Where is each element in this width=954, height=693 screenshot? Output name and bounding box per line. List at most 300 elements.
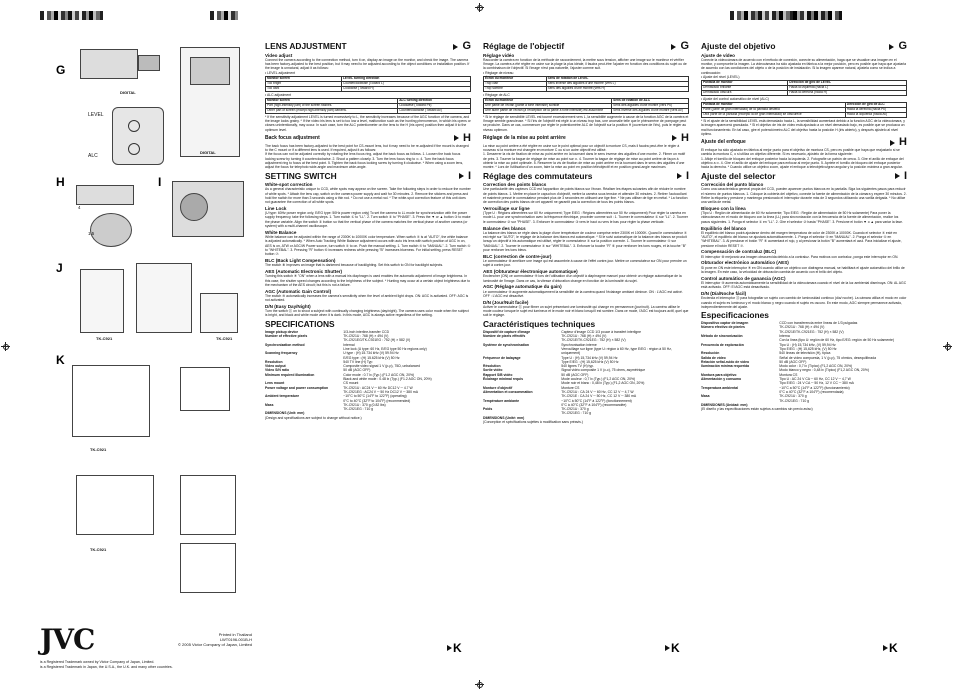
spec-value: 540 lignes TV (H) typ. bbox=[561, 364, 594, 369]
spec-value: TK-C921E/TK-C921EG : 752 (H) × 582 (V) bbox=[561, 338, 626, 343]
spec-label: Ambient temperature bbox=[265, 394, 300, 399]
callout-15: 1.5 bbox=[88, 231, 95, 236]
dimension-side-drawing bbox=[72, 365, 150, 437]
lens-ring-illustration bbox=[90, 213, 132, 247]
spec-label: Fréquence de balayage bbox=[483, 355, 521, 360]
es-lens-heading bbox=[701, 42, 907, 51]
en-lens-heading bbox=[265, 42, 471, 51]
es-dn-text: Encienda el interruptor ⑪ para fotografiar un sujeto con cambio de luminosidad continuo (día/ noche). La cámara utiliza el modo en color cuando el sujeto es luminoso y el modo blanco y negro cuando el sujeto es oscuro. En este modo, AGC siempre permanece activado, independientemente del ajuste. bbox=[701, 296, 907, 309]
fr-back-heading bbox=[483, 131, 689, 144]
en-back-steps: If the focus can not be adjusted correctly by rotating the lens focus ring, adjust the back focus as follows. 1. Loosen the back focus locking screw by turning it counterclockwise. 2. Shoot a pattern closely. 3. Turn the lens focus ring to ∞. 4. Turn the back focus adjustment ring to focus at the best point. 5. Tighten the back focus locking screw by turning it clockwise. * When using a zoom lens, adjust the focus for telephoto wide-angle and maximum wide-angle. bbox=[265, 152, 464, 170]
en-specs-table bbox=[265, 330, 471, 416]
en-aes-heading: AES (Automatic Electronic Shutter) bbox=[265, 269, 343, 275]
table-cell: Hacia la derecha (hacia H) bbox=[788, 91, 907, 96]
spec-label: Lens mount bbox=[265, 381, 285, 386]
es-back-text: El enfoque ha sido ajustado en fábrica al mejor punto para el objetivo de montura CS, pero es posible que haya que reajustarlo si se cambia la montura C, o si utiliza un objetivo diferente. Si es necesario, ajústelo de la forma siguiente: bbox=[701, 148, 900, 157]
en-dn-heading: D/N (Easy Day/Night) bbox=[265, 303, 311, 309]
dimension-back-drawing bbox=[180, 475, 236, 535]
digital-label-2: DIGITAL bbox=[200, 150, 216, 155]
model-label-2: TK-C921 bbox=[216, 336, 233, 341]
es-back-heading bbox=[701, 138, 907, 147]
fr-specs-note: (Conception et spécifications sujettes à modification sans préavis.) bbox=[483, 419, 583, 424]
table-cell: Dirección de giro de LEVEL bbox=[788, 81, 907, 86]
es-agc-text: El interruptor ⑩ aumenta automáticamente la sensibilidad de la videocámara cuando el nivel de la luz ambiental disminuya. ON: AL AGC está activado. OFF: El AGC está desactivado. bbox=[701, 280, 907, 290]
diagram-panel bbox=[40, 35, 252, 675]
table-cell: Part (high-intensity part) of the screen flashes. bbox=[266, 103, 398, 108]
spec-value: TK-C921U : CA 24 V ─ 60 Hz, CC 12 V ─ 4,7 W bbox=[561, 389, 634, 394]
spec-value: U type : (H) 15.734 kHz (V) 59.94 Hz bbox=[343, 351, 399, 356]
en-level-table bbox=[265, 76, 471, 92]
color-bar-left-2 bbox=[210, 11, 238, 20]
en-whitebalance-text: White balance can be adjusted within the range of 2300K to 10000K color temperature. When switch ④ is at "AUTO", the white balance is adjusted automatically. * When Auto Tracking White Balance adjustment occurs with auto iris lens with switch position of AGC in on, AES is on, ATW or AGC/W Power source, turn switch ⑤ to on. Push the manual setting. 1. Turn switch ④ to "MANUAL". 2. Turn switch ⑤ to "WHITEBAL". 3. Pressing "R" button ⑥ increases redness while pressing "B" increases blueness. For initial setting, press RESET button ⑦. bbox=[265, 235, 471, 257]
fr-back-title: Réglage de la mise au point arrière bbox=[483, 134, 566, 141]
fr-lens-title: Réglage de l'objectif bbox=[483, 41, 565, 51]
table-cell: ALC turning direction bbox=[398, 98, 471, 103]
table-cell: Parte (parte de gran intensidad) de la pantalla destella bbox=[702, 108, 846, 113]
spec-value: Tipo U : (H) 15,734 kHz, (V) 59,94 Hz bbox=[779, 342, 836, 347]
spec-label: Video S/N ratio bbox=[265, 368, 290, 373]
spec-label: Video output bbox=[265, 364, 286, 369]
es-back-title: Ajuste del enfoque bbox=[701, 139, 746, 146]
spec-value: TK-C921U : AC24 V ─ 60 Hz DC12 V ─ 4.7 W bbox=[343, 385, 413, 390]
registration-mark-bottom bbox=[475, 680, 484, 689]
table-cell: Clockwise (Toward H) bbox=[341, 86, 470, 91]
en-video-text: Connect the camera according to the connection method, turn it on, display an image on the monitor, and check the image. The camera has been factory-adjusted to the best position, but it may need to be adjusted according to the object conditions or installation position. If the image is unnatural, adjust it as follows: bbox=[265, 57, 470, 71]
es-agc-heading: Control automático de ganancia (AGC) bbox=[701, 275, 786, 281]
arrow-icon bbox=[890, 140, 895, 146]
spec-value: Verrouillage sur ligne (type U: région à 60 Hz, type E/EG : région à 50 Hz, uniquement) bbox=[561, 346, 672, 356]
level-label: LEVEL bbox=[88, 112, 104, 118]
spec-value: CS mount bbox=[343, 381, 359, 386]
fr-video-text: Raccorder la caméra en fonction de la méthode de raccordement, la mettre sous tension, afficher une image sur le moniteur et vérifier l'image. La caméra a été réglée en usine sur la plage la plus idéale, il faudra peut-être l'ajuster en fonction des conditions du sujet ou de la combinaison de l'objectif. Si l'image n'est pas naturelle, l'ajuster comme suit. bbox=[483, 57, 687, 71]
spec-value: Synchronisation interne bbox=[561, 342, 597, 347]
spec-value: TK-C921U : 768 (H) × 494 (V) bbox=[343, 334, 389, 339]
spec-value: Montura CS bbox=[779, 372, 798, 377]
table-cell: Sens des aiguilles d'une montre (vers H) bbox=[546, 86, 688, 91]
spec-value: TK-C921U : 768 (H) × 494 (V) bbox=[561, 334, 607, 339]
table-cell: Demasiado brillante bbox=[702, 86, 788, 91]
en-whitespot-text: As a general characteristic unique to CCD, white spots may appear on the screen. Take the following steps in order to reduce the number of white spots. * Attach the lens cap, switch on the camera power supply and wait for 30 minutes. 2. Remove the stickers and press and hold the switch for more than 3 seconds using a thin rod. * Do not use a metal rod. * The white-spot correction feature of this unit does not guarantee the correction of all white spots. bbox=[265, 187, 471, 205]
spec-label: Résolution bbox=[483, 364, 501, 369]
table-cell: Sens des aiguilles d'une montre (vers Pk) bbox=[612, 103, 689, 108]
spec-label: Synchronization method bbox=[265, 342, 305, 347]
spec-value: Mode couleur : 0,7 lx (Typ.) (F1,2 AGC ON, 20%) bbox=[561, 377, 636, 382]
es-whitebalance-heading: Equilibrio del blanco bbox=[701, 225, 747, 231]
spec-label: Resolución bbox=[701, 351, 720, 356]
fr-page-ref-i: I bbox=[685, 169, 689, 182]
spec-value: Color mode : 0.7 lx (Typ.) (F1.2 AGC ON, 20%) bbox=[343, 372, 415, 377]
table-cell: Trop sombre bbox=[484, 86, 547, 91]
en-whitespot-heading: White-spot correction bbox=[265, 182, 313, 188]
spec-value: Señal de vídeo compuesta, 1 V (p-p), 75 ohmios, desequilibrada bbox=[779, 355, 876, 360]
table-cell: Otra parte de la pantalla (excepto la de gran intensidad) se obscurece bbox=[702, 113, 846, 118]
color-bar-left bbox=[40, 11, 103, 20]
es-page-ref-g: G bbox=[898, 40, 907, 52]
spec-label: Dispositivo captor de imagen bbox=[701, 321, 749, 326]
fr-level-table bbox=[483, 76, 689, 92]
spec-value: 0°C to 40°C (32°F to 104°F) (recommended) bbox=[343, 398, 411, 403]
spec-value: Internal bbox=[343, 342, 355, 347]
spec-value: Capteur d'image CCD 1/3 pouce à transfert interligne bbox=[561, 329, 642, 334]
spec-value: TK-C921E/TK-C921EG : 752 (H) × 582 (V) bbox=[779, 329, 844, 334]
spec-value: −10°C to 50°C (14°F to 122°F) (operating) bbox=[343, 394, 407, 399]
spec-label: Frecuencia de exploración bbox=[701, 342, 744, 347]
spec-value: Mode noir et blanc : 0,48 lx (Typ.) (F1,2 AGC ON, 20%) bbox=[561, 381, 645, 386]
arrow-icon bbox=[672, 135, 677, 141]
arrow-icon bbox=[671, 44, 676, 50]
part-code: LWT0196-001B-H bbox=[220, 637, 252, 642]
camera-body-illustration bbox=[190, 57, 230, 85]
fr-page-ref-g: G bbox=[680, 40, 689, 52]
en-whitebalance-heading: White Balance bbox=[265, 229, 297, 235]
spec-label: Température ambiante bbox=[483, 398, 520, 403]
spec-label: Image pickup device bbox=[265, 329, 299, 334]
fr-dn-text: Activer le commutateur ⑪ pour filmer un sujet présentant une luminosité qui change en permanence (jour/nuit). La caméra utilise le mode couleur lorsque le sujet est lumineux et le mode noir et blanc lorsqu'il est sombre. Dans ce mode, l'AGC est toujours actif, quel que soit le réglage. bbox=[483, 304, 689, 318]
spec-label: DIMENSIONS (Unit: mm) bbox=[265, 411, 305, 416]
spec-label: Système de synchronisation bbox=[483, 342, 529, 347]
table-cell: Trop clair bbox=[484, 81, 547, 86]
fr-whitebalance-text: La balance des blancs se règle dans la plage d'une température de couleur comprise entre 2300K et 10000K. Quand le commutateur ④ est réglé sur "AUTO", le réglage de la balance des blancs est automatique. * Si le suivi automatique de la balance des blancs se produit lorsqu'un objectif à iris automatique est utilisé, régler le commutateur ⑤ sur la position correcte. 1. Tourner le commutateur ④ sur "MANUAL". 2. Tourner le commutateur ⑤ sur "WHITEBAL". 3. Enfoncer la touche "R" ⑥ pour renforcer les tons rouges, et la touche "B" pour renforcer les tons bleus. bbox=[483, 230, 687, 252]
fr-notes: * Si le réglage de sensibilité LEVEL est tourné excessivement vers L, la sensibilité augmente à cause de la fonction AGC de la caméra et l'image semble granuleuse. * Si l'iris de l'objectif est réglé à un niveau trop bas, une anomalie telle que le phénomène de pompage peut se produire. Dans ce cas, commencer par régler le potentiomètre ALC de l'objectif sur la position H (ouverture de l'iris), puis le régler au niveau optimum. bbox=[483, 114, 689, 132]
en-blc-text: The switch ⑧ improves an image that is darkened because of backlighting. Set this switch to ON for backlight subjects. bbox=[265, 263, 444, 268]
spec-label: Iluminación mínima requerida bbox=[701, 364, 750, 369]
es-aes-heading: Obturador electrónico automático (AES) bbox=[701, 260, 789, 266]
color-bar-right bbox=[730, 11, 842, 20]
spec-value: 540 líneas de televisión (H), típica bbox=[779, 351, 831, 356]
spec-value: Tipo E/EG : 24 V CA ─ 50 Hz, 12 V CC ─ 380 mA bbox=[779, 381, 854, 386]
es-setting-title: Ajuste del selector bbox=[701, 170, 776, 181]
fr-lens-heading bbox=[483, 42, 689, 51]
fr-specs-title: Caractéristiques techniques bbox=[483, 318, 596, 329]
es-level-table bbox=[701, 80, 907, 96]
es-dn-heading: D/N (Día/Noche fácil) bbox=[701, 291, 747, 297]
es-whitespot-text: Como una característica general propia del CCD, pueden aparecer puntos blancos en la pantalla. Siga los siguientes pasos para reducir el número de puntos blancos. 1. Coloque la cubierta del objetivo, conecte la fuente de alimentación de la cámara y espere 30 minutos. 2. Retire la etiqueta y presione y mantenga presionado el interruptor durante más de 3 segundos utilizando una varilla delgada. * No utilice una varilla de metal. bbox=[701, 187, 907, 205]
spec-value: TK-C921U : 370 g bbox=[561, 407, 589, 412]
spec-value: TK-C921U : 370 g bbox=[779, 394, 807, 399]
es-alc-label: • Ajuste del control automático de nivel (ALC) bbox=[701, 96, 769, 101]
model-label-4: TK-C921 bbox=[90, 547, 107, 552]
fr-page-ref-h: H bbox=[681, 131, 689, 144]
spec-value: Signal vidéo composite 1 V (c-c), 75 ohms, asymétrique bbox=[561, 368, 646, 373]
es-blc-heading: Compensación de contraluz (BLC) bbox=[701, 249, 777, 255]
es-specs-table bbox=[701, 321, 907, 407]
column-spanish bbox=[701, 40, 907, 675]
fr-alc-label: • Réglage de ALC bbox=[483, 92, 510, 97]
table-cell: Une autre partie de l'écran (à l'exception de la partie à forte intensité) est assombrie bbox=[484, 108, 612, 113]
dimension-front-drawing bbox=[180, 367, 230, 411]
en-setting-heading bbox=[265, 169, 471, 182]
table-cell: Sens de rotation de LEVEL bbox=[546, 76, 688, 81]
spec-value: 0°C à 40°C (32°F à 104°F) (recommandée) bbox=[561, 402, 627, 407]
table-cell: Clockwise (Toward Pk) bbox=[398, 103, 471, 108]
digital-label: DIGITAL bbox=[120, 90, 136, 95]
callout-4: 4 bbox=[78, 205, 81, 210]
en-alc-table bbox=[265, 98, 471, 114]
table-cell: Counterclockwise (Toward Av) bbox=[398, 108, 471, 113]
es-page-ref-h: H bbox=[899, 136, 907, 149]
model-label-3: TK-C921 bbox=[90, 447, 107, 452]
spec-value: 50 dB (AGC OFF) bbox=[343, 368, 371, 373]
es-linelock-text: (Tipo U : Región de alimentación de 60 Hz solamente; Tipo E/EG : Región de alimentación de 50 Hz solamente) Para poner la videocámara en el modo de bloqueo con la línea (LL) para sincronización con la frecuencia de la fuente de alimentación, realice los pasos siguientes. 1. Ponga el selector ① en "LL". 2. Gire el selector ② hasta "PHASE". 3. Presione el botón ▼ o ▲ para variar la fase. bbox=[701, 211, 903, 224]
en-linelock-heading: Line Lock bbox=[265, 205, 287, 211]
trademark-line-2: is a Registered Trademark in Japan, the U.S.A., the U.K. and many other countries. bbox=[40, 664, 173, 669]
spec-label: Scanning frequency bbox=[265, 351, 298, 356]
arrow-icon bbox=[677, 173, 682, 179]
spec-value: Composite video signal 1 V (p-p), 75Ω, unbalanced bbox=[343, 364, 421, 369]
es-linelock-heading: Bloqueo con la línea bbox=[701, 205, 746, 211]
es-page-ref-i: I bbox=[903, 169, 907, 182]
spec-label: Alimentación y consumo bbox=[701, 377, 742, 382]
table-cell: Pantalla de monitor bbox=[702, 81, 788, 86]
registration-mark-left bbox=[1, 342, 10, 351]
en-video-adjust-heading: Video adjust bbox=[265, 52, 293, 58]
table-cell: Too bright bbox=[266, 81, 342, 86]
spec-value: CCD con transferencia entre líneas de 1/3 pulgadas bbox=[779, 321, 858, 326]
page-letter-h: H bbox=[56, 175, 65, 189]
spec-value: TK-C921EG : AC24 V ─ 50 Hz DC12 V ─ 380 mA bbox=[343, 389, 418, 394]
spec-value: 1/3-inch interline-transfer CCD bbox=[343, 329, 390, 334]
fr-blc-text: Le commutateur ⑧ améliore une image qui est assombrie à cause de l'effet contre-jour. Mettre ce commutateur sur ON pour prendre un sujet à contre-jour. bbox=[483, 258, 687, 268]
spec-value: TK-C921EG : 710 g bbox=[779, 398, 810, 403]
es-specs-title: Especificaciones bbox=[701, 310, 769, 321]
en-notes: * If the sensitivity adjustment LEVEL is turned excessively to L, the sensitivity increases because of the AGC function of the camera, and the image looks grainy. * If the video iris lens is set to too low a level, malfunction such as the hunting phenomenon, in which iris opens or closes unintentionally, may occur. In such case, turn the ALC potentiometer on the lens to the H (iris open) position then adjust it to the optimum level. bbox=[265, 114, 471, 132]
table-cell: Monitor screen bbox=[266, 98, 398, 103]
page-letter-g: G bbox=[56, 63, 66, 77]
spec-label: Masa bbox=[701, 394, 710, 399]
registration-mark-right bbox=[943, 342, 952, 351]
es-specs-note: (El diseño y las especificaciones están sujetos a cambios sin previo aviso) bbox=[701, 407, 813, 412]
registration-mark-top bbox=[475, 3, 484, 12]
lens-connector-illustration bbox=[138, 55, 160, 71]
print-info bbox=[160, 632, 252, 647]
en-page-ref-g: G bbox=[462, 40, 471, 52]
page-letter-k: K bbox=[56, 353, 65, 367]
table-cell: Sens inverse des aiguilles d'une montre (vers Av) bbox=[612, 108, 689, 113]
es-video-adjust-heading: Ajuste de vídeo bbox=[701, 52, 735, 58]
fr-back-steps: 1. Desserrer la vis de fixation de mise au point arrière en la tournant dans le sens inverse des aiguilles d'une montre. 2. Filmer un motif de près. 3. Tourner la bague de réglage de mise au point sur ∞. 4. Tourner la bague de réglage de mise au point arrière de façon à obtenir la mise au point optimale. 5. Resserrer la vis de fixation de mise au point arrière en la tournant dans le sens des aiguilles d'une montre. * Lors de l'utilisation d'un zoom, faire la mise au point en position téléobjectif et en position grand-angle maximum. bbox=[483, 152, 686, 170]
fr-whitespot-text: Une particularité des capteurs CCD est l'apparition de points blancs sur l'écran. Réaliser les étapes suivantes afin de réduire le nombre de points blancs. 1. Mettre en place le capuchon d'objectif, mettre la caméra sous tension et attendre 30 minutes. 2. Retirer l'autocollant et maintenir pressé le commutateur pendant plus de 3 secondes en utilisant une tige fine. * Ne pas utiliser de tige en métal. * La fonction de correction des points blancs de cet appareil ne garantit pas la correction de tous les points blancs. bbox=[483, 187, 688, 205]
en-page-ref-i: I bbox=[467, 169, 471, 182]
es-video-text: Conecte la videocámara de acuerdo con el método de conexión, conecte su alimentación, haga que se visualice una imagen en el monitor, y compruebe la imagen. La videocámara ha sido ajustada en fábrica a la mejor posición, pero es posible que haya que ajustarla de acuerdo con las condiciones del objeto o de la posición de instalación. Si la imagen aparece natural, ajústela como se indica a continuación: bbox=[701, 57, 907, 75]
table-cell: Monitor screen bbox=[266, 76, 342, 81]
fr-setting-heading bbox=[483, 169, 689, 182]
printed-in: Printed in Thailand bbox=[218, 632, 252, 637]
dimension-bottom-drawing bbox=[180, 543, 236, 593]
arrow-icon bbox=[454, 135, 459, 141]
fr-specs-table bbox=[483, 330, 689, 420]
spec-value: 50 dB (AGC OFF) bbox=[561, 372, 589, 377]
table-cell: Sens inverse des aiguilles d'une montre (vers L) bbox=[546, 81, 688, 86]
column-french bbox=[483, 40, 689, 675]
spec-label: Minimum required illumination bbox=[265, 372, 315, 377]
spec-value: 540 TV line (H) Typ bbox=[343, 359, 373, 364]
spec-label: DIMENSIONES (Unidad: mm) bbox=[701, 402, 748, 407]
spec-label: Alimentation et consommation bbox=[483, 389, 533, 394]
switch-detail-illustration bbox=[136, 263, 192, 333]
arrow-icon bbox=[447, 645, 452, 651]
en-alc-label: • ALC adjustment bbox=[265, 92, 292, 97]
fr-aes-text: Enclencher (ON) ce commutateur ⑨ lors de l'utilisation d'un objectif à diaphragme manuel pour obtenir un réglage automatique de la luminosité de l'image. Dans ce cas, la vitesse d'obturation change en fonction de la luminosité du sujet. bbox=[483, 274, 682, 283]
camera-h-top-illustration bbox=[76, 185, 134, 205]
spec-value: −10°C à 50°C (14°F à 122°F) (fonctionnement) bbox=[561, 398, 632, 403]
spec-value: Modo blanco y negro : 0,48 lx (Típico) (F1,2 AGC ON, 20%) bbox=[779, 368, 869, 373]
fr-level-label: • Réglage de niveau bbox=[483, 70, 514, 75]
en-specs-heading bbox=[265, 320, 471, 329]
arrow-icon bbox=[459, 173, 464, 179]
fr-aes-heading: AES (Obturateur électronique automatique) bbox=[483, 269, 578, 275]
fr-alc-table bbox=[483, 98, 689, 114]
es-setting-heading bbox=[701, 169, 907, 182]
spec-value: Monture CS bbox=[561, 385, 580, 390]
arrow-icon bbox=[883, 645, 888, 651]
en-linelock-text: (U type: 60Hz power region only, E/EG type: 50Hz power region only) To set the camera to LL mode for synchronization with the power supply frequency, take the following steps. 1. Turn switch ① to "LL". 2. Turn switch ② to "PHASE". 3. Press the ▼ or ▲ button ③ to make the phase variable. Align the switch ③ button so that the vertical phase of the camera matches the vertical phase of another camera (or system) with a multi-channel oscilloscope. bbox=[265, 211, 471, 229]
table-cell: Une partie de l'écran (partie à forte intensité) scintille bbox=[484, 103, 612, 108]
fr-agc-heading: AGC (Réglage automatique du gain) bbox=[483, 284, 562, 290]
copyright: © 2005 Victor Company of Japan, Limited bbox=[177, 642, 252, 647]
spec-value: Modo color : 0,7 lx (Típico) (F1,2 AGC ON, 20%) bbox=[779, 364, 853, 369]
en-level-label: • LEVEL adjustment bbox=[265, 70, 296, 75]
es-level-label: • Ajuste del nivel (LEVEL) bbox=[701, 74, 740, 79]
spec-label: Rapport S/B vidéo bbox=[483, 372, 513, 377]
en-back-text: The back focus has been factory-adjusted to the best point for CS-mount lens, but it may need to be re-adjusted if the mount is changed to the C mount or if a different lens is used. If required, adjust it as follows: bbox=[265, 143, 469, 153]
spec-value: Con la línea (tipo U: región de 60 Hz, tipo E/EG: región de 50 Hz solamente) bbox=[779, 338, 895, 343]
spec-value: Line lock (U type: 60 Hz, E/EG type 50 Hz regions only) bbox=[343, 346, 427, 351]
spec-value: TK-C921E : CA 24 V ─ 50 Hz, CC 12 V ─ 380 mA bbox=[561, 394, 637, 399]
table-cell: Sens de rotation de ALC bbox=[612, 98, 689, 103]
arrow-icon bbox=[665, 645, 670, 651]
spec-label: Número efectivo de píxeles bbox=[701, 325, 745, 330]
page-letter-j: J bbox=[56, 261, 63, 275]
spec-label: Sortie vidéo bbox=[483, 368, 503, 373]
en-setting-title: SETTING SWITCH bbox=[265, 170, 337, 181]
en-page-ref-k-box bbox=[447, 641, 462, 655]
table-cell: Pantalla de monitor bbox=[702, 103, 846, 108]
spec-label: Éclairage minimal requis bbox=[483, 377, 523, 382]
en-agc-text: The switch ⑩ automatically increases the camera's sensitivity when the level of ambient light drops. ON: AGC is activated. OFF: AGC is not activated. bbox=[265, 293, 469, 303]
rear-panel-switches-illustration bbox=[80, 269, 124, 333]
spec-value: Type U : (H) 15,734 kHz (V) 59,94 Hz bbox=[561, 355, 618, 360]
dimension-top-drawing bbox=[76, 475, 154, 535]
spec-label: Power voltage and power consumption bbox=[265, 385, 329, 390]
fr-specs-heading bbox=[483, 320, 689, 329]
table-cell: Too dark bbox=[266, 86, 342, 91]
spec-value: Black and white mode : 0.48 lx (Typ.) (F1.2 AGC ON, 20%) bbox=[343, 377, 432, 382]
es-whitespot-heading: Corrección del punto blanco bbox=[701, 182, 764, 188]
fr-page-ref-k: K bbox=[671, 641, 680, 655]
page-letter-i: I bbox=[158, 175, 162, 189]
en-agc-heading: AGC (Automatic Gain Control) bbox=[265, 288, 332, 294]
spec-label: Mass bbox=[265, 402, 274, 407]
en-dn-text: Turn the switch ⑪ on to shoot a subject with continually changing brightness (day/night). The camera uses color mode when the subject is bright, and black and white mode when it is dark. In this mode, AGC is always active regardless of the setting. bbox=[265, 309, 469, 318]
table-cell: Dirección de giro de ALC bbox=[845, 103, 906, 108]
en-back-heading bbox=[265, 131, 471, 144]
table-cell: LEVEL turning direction bbox=[341, 76, 470, 81]
alc-dial-icon bbox=[128, 143, 140, 155]
spec-label: Salida de vídeo bbox=[701, 355, 726, 360]
trademark-notice bbox=[40, 660, 252, 669]
lens-dial-illustration bbox=[112, 107, 164, 165]
spec-row bbox=[483, 347, 689, 356]
fr-setting-title: Réglage des commutateurs bbox=[483, 170, 593, 181]
arrow-icon bbox=[895, 173, 900, 179]
spec-value: TK-C921EG/TK-C921EG : 752 (H) × 582 (V) bbox=[343, 338, 411, 343]
fr-linelock-heading: Verrouillage sur ligne bbox=[483, 205, 530, 211]
en-page-ref-k: K bbox=[453, 641, 462, 655]
spec-label: Montura para objetivo bbox=[701, 372, 737, 377]
level-dial-icon bbox=[128, 120, 140, 132]
fr-back-text: La mise au point arrière a été réglée en usine sur le point optimal pour un objectif à monture CS, mais il faudra peut-être le régler à nouveau si la monture est changée en monture C ou si un autre objectif est utilisé. bbox=[483, 143, 680, 153]
es-whitebalance-text: El equilibrio del blanco podrá ajustarse dentro del margen temperatura de color de 2300K a 10000K. Cuando el selector ④ esté en "AUTO", el equilibrio del blanco se ajustará automáticamente. 1. Ponga el selector ④ en "MANUAL". 2. Ponga el selector ⑤ en "WHITEBAL". 3. Al presionar el botón "R" ⑥ aumentará el rojo, y al presionar la botón "B" aumentará el azul. Para inicializar el ajuste, presione el botón RESET ⑦. bbox=[701, 230, 902, 248]
lens-front-illustration bbox=[180, 193, 208, 221]
arrow-icon bbox=[889, 44, 894, 50]
spec-value: 0°C a 40°C (32°F a 104°F) (recomendada) bbox=[779, 389, 844, 394]
es-alc-table bbox=[701, 102, 907, 118]
trademark-line-1: is a Registered Trademark owned by Victor Company of Japan, Limited. bbox=[40, 660, 155, 664]
table-cell: Hacia la izquierda (hacia L) bbox=[788, 86, 907, 91]
es-page-ref-k: K bbox=[889, 641, 898, 655]
spec-label: Nombre de pixels effectifs bbox=[483, 334, 526, 339]
fr-page-ref-k-box bbox=[665, 641, 680, 655]
en-blc-heading: BLC (Back Light Compensation) bbox=[265, 258, 336, 264]
fr-whitespot-heading: Correction des points blancs bbox=[483, 182, 547, 188]
spec-label: Monture d'objectif bbox=[483, 385, 513, 390]
en-lens-title: LENS ADJUSTMENT bbox=[265, 41, 347, 51]
fr-linelock-text: (Type U : Régions alimentées sur 60 Hz uniquement; Type E/EG : Régions alimentées sur 50 Hz uniquement) Pour régler la caméra en mode LL pour une synchronisation avec la fréquence électrique, procéder comme suit : 1. Tourner le commutateur ① sur "LL". 2. Tourner le commutateur ② sur "PHASE". 3. Enfoncer le commutateur ③ vers le haut ou vers le bas pour régler la phase verticale. bbox=[483, 211, 688, 224]
spec-value: 50 dB (AGC OFF) bbox=[779, 359, 807, 364]
es-back-steps: 1. Afloje el tornillo de bloqueo del enfoque posterior hacia la izquierda. 2. Fotografíe un patrón de cerca. 3. Gire el anillo de enfoque del objetivo a ∞. 4. Gire el anillo de ajuste del enfoque para enfocar al mejor punto. 5. Apriete el tornillo de bloqueo del enfoque posterior hacia la derecha. * Cuando utilice un objetivo zoom, ajuste el enfoque a teleobjetivo/gran angular y la posición máxima a gran angular. bbox=[701, 156, 904, 170]
spec-value: TK-C921EG : 710 g bbox=[343, 407, 374, 412]
table-cell: Other part of screen (except high-intensity part) darkens. bbox=[266, 108, 398, 113]
spec-value: Tipo E/EG : (H) 15,625 kHz, (V) 50 Hz bbox=[779, 346, 837, 351]
spec-label bbox=[483, 347, 561, 356]
en-back-title: Back focus adjustment bbox=[265, 134, 320, 141]
en-aes-text: Turning this switch ⑨ "ON" when a lens with a manual iris diaphragm is used enables the automatic adjustment of image brightness. In this case, the shutter speed changes according to the brightness of the subject. * Hunting may occur at a certain object brightness due to the mechanism of the AES circuit; but this is not a failure. bbox=[265, 274, 471, 287]
spec-value: TK-C921U : 370 g (0.82 lbs) bbox=[343, 402, 386, 407]
spec-value: Tipo U : AC 24 V CA ─ 60 Hz, CC 12 V ─ 4,7 W bbox=[779, 377, 851, 382]
model-label-1: TK-C921 bbox=[96, 336, 113, 341]
en-page-ref-h: H bbox=[463, 131, 471, 144]
jvc-logo: JVC bbox=[40, 623, 95, 656]
arrow-icon bbox=[453, 44, 458, 50]
spec-value: TK-C921EG : 710 g bbox=[561, 411, 592, 416]
spec-label: Método de sincronización bbox=[701, 334, 743, 339]
es-notes: * Si el ajuste de la sensibilidad LEVEL está demasiado hacia L, la sensibilidad aumentará debido a la función AGC de la videocámara, y la imagen aparecerá granulada. * Si el objetivo de iris de vídeo está ajustado a un nivel demasiado bajo, es posible que se produzca un mal funcionamiento. En tal caso, gire el potenciómetro ALC del objetivo hasta la posición H (iris abierto), y después ajústelo al nivel óptimo. bbox=[701, 118, 906, 136]
es-specs-heading bbox=[701, 311, 907, 320]
spec-label: Relación señal-ruido de vídeo bbox=[701, 359, 750, 364]
es-blc-text: El interruptor ⑧ mejorará una imagen obscurecida debido a la contraluz. Para motivos con contraluz, ponga este interruptor en ON. bbox=[701, 254, 899, 259]
table-cell: Écran du moniteur bbox=[484, 76, 547, 81]
table-cell: Écran du moniteur bbox=[484, 98, 612, 103]
en-specs-note: (Design and specifications are subject to change without notice.) bbox=[265, 415, 362, 420]
spec-label: DIMENSIONS (Unité: mm) bbox=[483, 415, 525, 420]
es-page-ref-k-box bbox=[883, 641, 898, 655]
spec-value: Interna bbox=[779, 334, 790, 339]
fr-dn-heading: D/N (Jour/Nuit facile) bbox=[483, 299, 529, 305]
fr-whitebalance-heading: Balance des blancs bbox=[483, 225, 526, 231]
fr-video-adjust-heading: Réglage vidéo bbox=[483, 52, 515, 58]
spec-value: Type E/EG : (H) 15,625 kHz (V) 50 Hz bbox=[561, 359, 619, 364]
table-cell: Counterclockwise (Toward L) bbox=[341, 81, 470, 86]
fr-agc-text: Le commutateur ⑩ augmente automatiquement la sensibilité de la caméra quand l'éclairage ambiant diminue. ON : L'AGC est activé. OFF : L'AGC est désactivé. bbox=[483, 289, 683, 298]
spec-value: E/EG type : (H) 15.625 kHz (V) 50 Hz bbox=[343, 355, 400, 360]
spec-label: Number of effective pixels bbox=[265, 334, 308, 339]
spec-value: TK-C921U : 768 (H) × 494 (V) bbox=[779, 325, 825, 330]
table-cell: Demasiado obscura bbox=[702, 91, 788, 96]
switch-closeup-illustration bbox=[200, 293, 238, 333]
alc-label: ALC bbox=[88, 153, 98, 159]
spec-label: Poids bbox=[483, 407, 493, 412]
table-cell: Hacia la derecha (hacia Pk) bbox=[845, 108, 906, 113]
